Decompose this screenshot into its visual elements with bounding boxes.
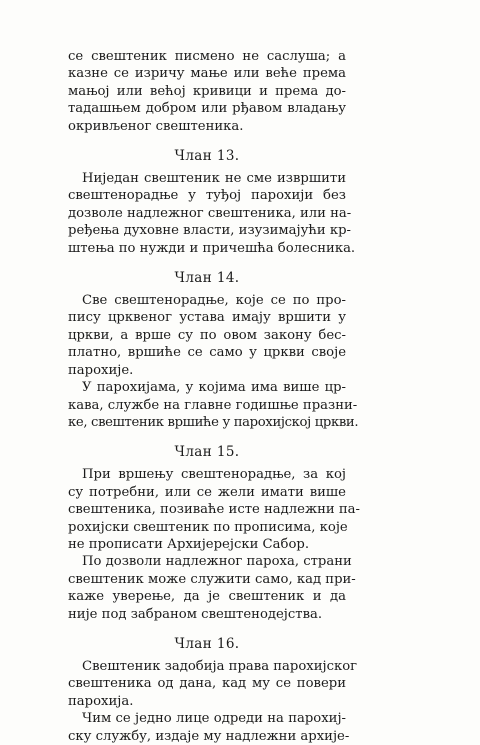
- article-paragraph: [68, 170, 356, 257]
- article-paragraph: [68, 658, 358, 710]
- article-paragraph: [68, 292, 346, 379]
- article-paragraph: [68, 379, 359, 431]
- text-line: није под забраном свештенодејства.: [68, 606, 323, 622]
- text-line: ску службу, издаје му надлежни архије-: [68, 728, 350, 744]
- text-line: По дозволи надлежног пароха, страни: [82, 554, 352, 570]
- document-page: [68, 48, 360, 745]
- text-line: су потребни, или се жели имати више: [68, 484, 346, 500]
- text-line: мањој или већој кривици и према до-: [68, 83, 346, 99]
- text-line: дозволе надлежног свештеника, или на-: [68, 205, 352, 221]
- text-line: Све свештенорадње, које се по про-: [82, 293, 346, 309]
- text-line: ке, свештеник вршиће у парохијској цркви.: [68, 414, 359, 430]
- text-line: парохија.: [68, 693, 134, 709]
- text-line: не прописати Архијерејски Сабор.: [68, 536, 310, 552]
- article-paragraph: [68, 466, 360, 553]
- text-line: свештеника, позиваће исте надлежни па-: [68, 502, 360, 518]
- text-line: У парохијама, у којима има више цр-: [82, 380, 346, 396]
- text-line: се свештеник писмено не саслуша; а: [68, 49, 346, 64]
- text-line: пису црквеног устава имају вршити у: [68, 310, 346, 326]
- text-line: При вршењу свештенорадње, за кој: [82, 467, 346, 483]
- text-line: платно, вршиће се само у цркви своје: [68, 345, 346, 361]
- text-line: цркви, а врше су по овом закону бес-: [68, 327, 346, 343]
- article-paragraph: [68, 710, 350, 745]
- article-heading: Члан 15.: [174, 444, 240, 461]
- text-line: Ниједан свештеник не сме извршити: [82, 171, 346, 187]
- text-line: казне се изричу мање или веће према: [68, 66, 346, 82]
- text-line: Свештеник задобија права парохијског: [82, 658, 358, 674]
- text-line: окривљеног свештеника.: [68, 118, 244, 134]
- text-line: ређења духовне власти, изузимајући кр-: [68, 223, 351, 239]
- text-line: штења по нужди и причешћа болесника.: [68, 240, 356, 256]
- text-line: кава, службе на главне годишње празни-: [68, 397, 358, 413]
- text-line: каже уверење, да је свештеник и да: [68, 589, 346, 605]
- text-line: рохијски свештеник по прописима, које: [68, 519, 348, 535]
- text-line: свештенорадње у туђој парохији без: [68, 188, 346, 204]
- text-line: свештеник може служити само, кад при-: [68, 571, 356, 587]
- article-heading: Члан 14.: [174, 270, 240, 287]
- article-heading: Члан 13.: [174, 148, 240, 165]
- text-line: Чим се једно лице одреди на парохиј-: [82, 711, 346, 727]
- article-paragraph: [68, 553, 356, 623]
- text-line: парохије.: [68, 362, 134, 378]
- text-line: свештеника од дана, кад му се повери: [68, 676, 346, 692]
- opening-paragraph: [68, 48, 346, 135]
- article-heading: Члан 16.: [174, 635, 240, 652]
- text-line: тадашњем добром или рђавом владању: [68, 101, 346, 117]
